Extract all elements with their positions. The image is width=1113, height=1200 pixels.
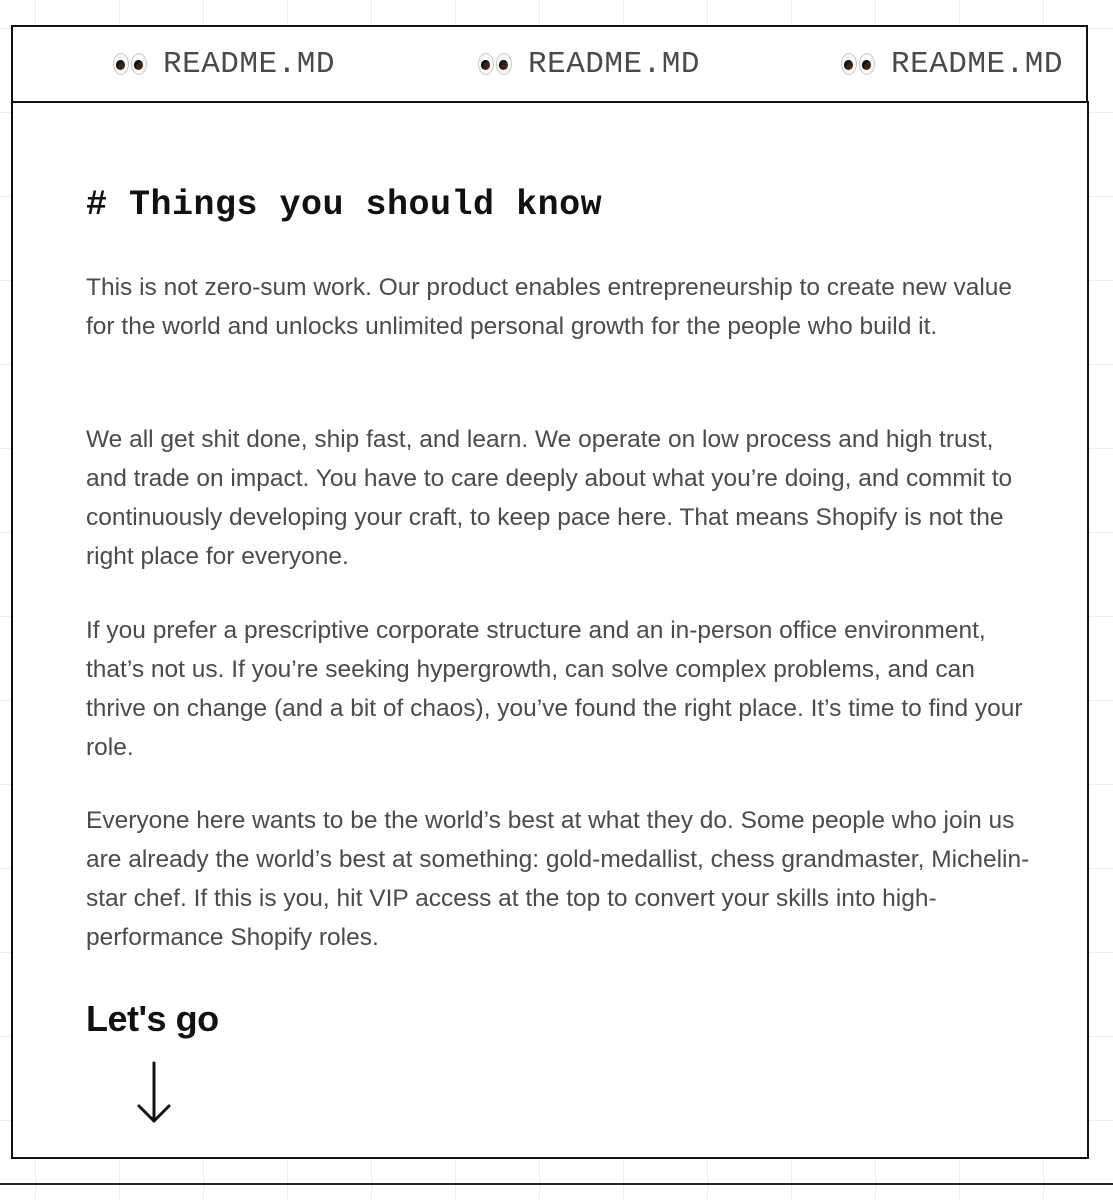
eyes-icon bbox=[113, 52, 151, 76]
paragraph: We all get shit done, ship fast, and learn. We operate on low process and high trust, and trade on impact. You have to care deeply about what you’re doing, and commit to continuously developing your craft, to keep pace here. That means Shopify is not the right place for everyone. bbox=[86, 426, 1013, 570]
ticker-label: README.MD bbox=[891, 46, 1063, 82]
ticker-label: README.MD bbox=[528, 46, 700, 82]
readme-card bbox=[11, 101, 1089, 1159]
eyes-icon bbox=[841, 52, 879, 76]
ticker-item bbox=[113, 27, 335, 101]
arrow-down-icon[interactable] bbox=[133, 1061, 175, 1125]
ticker-item bbox=[841, 27, 1063, 101]
eyes-icon bbox=[478, 52, 516, 76]
paragraph: This is not zero-sum work. Our product enables entrepreneurship to create new value for the world and unlocks unlimited personal growth for the people who build it. bbox=[86, 274, 1013, 340]
readme-ticker bbox=[11, 25, 1088, 101]
lets-go-link[interactable]: Let's go bbox=[86, 998, 219, 1039]
page-title: # Things you should know bbox=[86, 185, 603, 225]
ticker-label: README.MD bbox=[163, 46, 335, 82]
paragraph: If you prefer a prescriptive corporate structure and an in-person office environment, that’s not us. If you’re seeking hypergrowth, can solve complex problems, and can thrive on change (and a bit of chaos), you’ve found the right place. It’s time to find your role. bbox=[86, 617, 1023, 761]
divider bbox=[0, 1183, 1113, 1185]
paragraph: Everyone here wants to be the world’s best at what they do. Some people who join us are already the world’s best at something: gold-medallist, chess grandmaster, Michelin-star chef. If this is you, hit VIP access at the top to convert your skills into high-performance Shopify roles. bbox=[86, 807, 1030, 951]
ticker-item bbox=[478, 27, 700, 101]
